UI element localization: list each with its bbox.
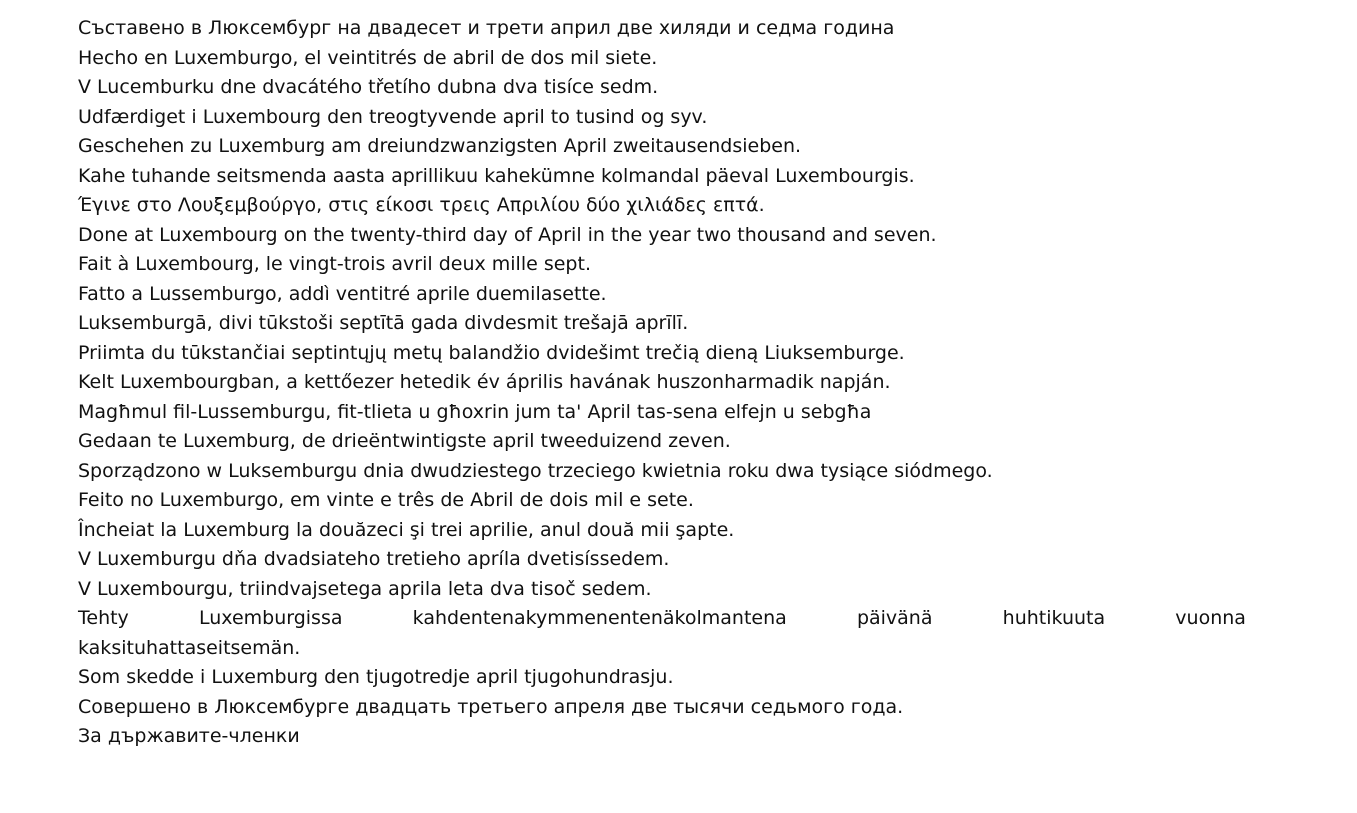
text-line-swedish: Som skedde i Luxemburg den tjugotredje april tjugohundrasju. — [78, 666, 674, 688]
text-line-latvian: Luksemburgā, divi tūkstoši septītā gada divdesmit trešajā aprīlī. — [78, 312, 689, 334]
text-line-lithuanian: Priimta du tūkstančiai septintųjų metų balandžio dvidešimt trečią dieną Liuksemburge. — [78, 341, 905, 364]
text-line-dutch: Gedaan te Luxemburg, de drieëntwintigste april tweeduizend zeven. — [78, 430, 731, 452]
text-line-polish: Sporządzono w Luksemburgu dnia dwudziestego trzeciego kwietnia roku dwa tysiące siódmego. — [78, 459, 993, 482]
text-line-maltese: Magħmul fil-Lussemburgu, fit-tlieta u għoxrin jum ta' April tas-sena elfejn u sebgħa — [78, 400, 872, 423]
text-line-finnish-justified — [78, 604, 1246, 634]
finnish-word: kahdentenakymmenentenäkolmantena — [412, 607, 787, 629]
text-line-portuguese: Feito no Luxemburgo, em vinte e três de Abril de dois mil e sete. — [78, 489, 694, 511]
text-line-bulgarian: Съставено в Люксембург на двадесет и трети април две хиляди и седма година — [78, 17, 895, 39]
finnish-word: huhtikuuta — [1002, 607, 1106, 629]
text-line-greek: Έγινε στο Λουξεμβούργο, στις είκοσι τρεις Απριλίου δύο χιλιάδες επτά. — [78, 194, 765, 216]
finnish-word: Tehty — [78, 607, 129, 629]
text-line-finnish-end: kaksituhattaseitsemän. — [78, 636, 301, 659]
text-line-slovak: V Luxemburgu dňa dvadsiateho tretieho apríla dvetisíssedem. — [78, 548, 670, 570]
finnish-word: vuonna — [1175, 607, 1246, 629]
document-body — [78, 14, 1246, 752]
text-line-german: Geschehen zu Luxemburg am dreiundzwanzigsten April zweitausendsieben. — [78, 135, 802, 157]
text-line-hungarian: Kelt Luxembourgban, a kettőezer hetedik év április havának huszonharmadik napján. — [78, 371, 891, 393]
finnish-word: päivänä — [856, 607, 933, 629]
text-line-english: Done at Luxembourg on the twenty-third day of April in the year two thousand and seven. — [78, 223, 937, 246]
text-line-romanian: Încheiat la Luxemburg la douăzeci şi trei aprilie, anul două mii şapte. — [78, 518, 735, 541]
text-line-slovenian: V Luxembourgu, triindvajsetega aprila leta dva tisoč sedem. — [78, 577, 652, 600]
text-line-russian: Совершено в Люксембурге двадцать третьего апреля две тысячи седьмого года. — [78, 695, 904, 718]
text-line-french: Fait à Luxembourg, le vingt-trois avril deux mille sept. — [78, 253, 591, 275]
text-line-czech: V Lucemburku dne dvacátého třetího dubna dva tisíce sedm. — [78, 76, 659, 98]
text-line-member-states: За държавите-членки — [78, 725, 300, 747]
finnish-word: Luxemburgissa — [198, 607, 343, 629]
text-line-italian: Fatto a Lussemburgo, addì ventitré aprile duemilasette. — [78, 282, 607, 305]
text-line-spanish: Hecho en Luxemburgo, el veintitrés de abril de dos mil siete. — [78, 46, 658, 69]
text-line-estonian: Kahe tuhande seitsmenda aasta aprillikuu kahekümne kolmandal päeval Luxembourgis. — [78, 164, 915, 187]
text-line-danish: Udfærdiget i Luxembourg den treogtyvende april to tusind og syv. — [78, 105, 708, 128]
